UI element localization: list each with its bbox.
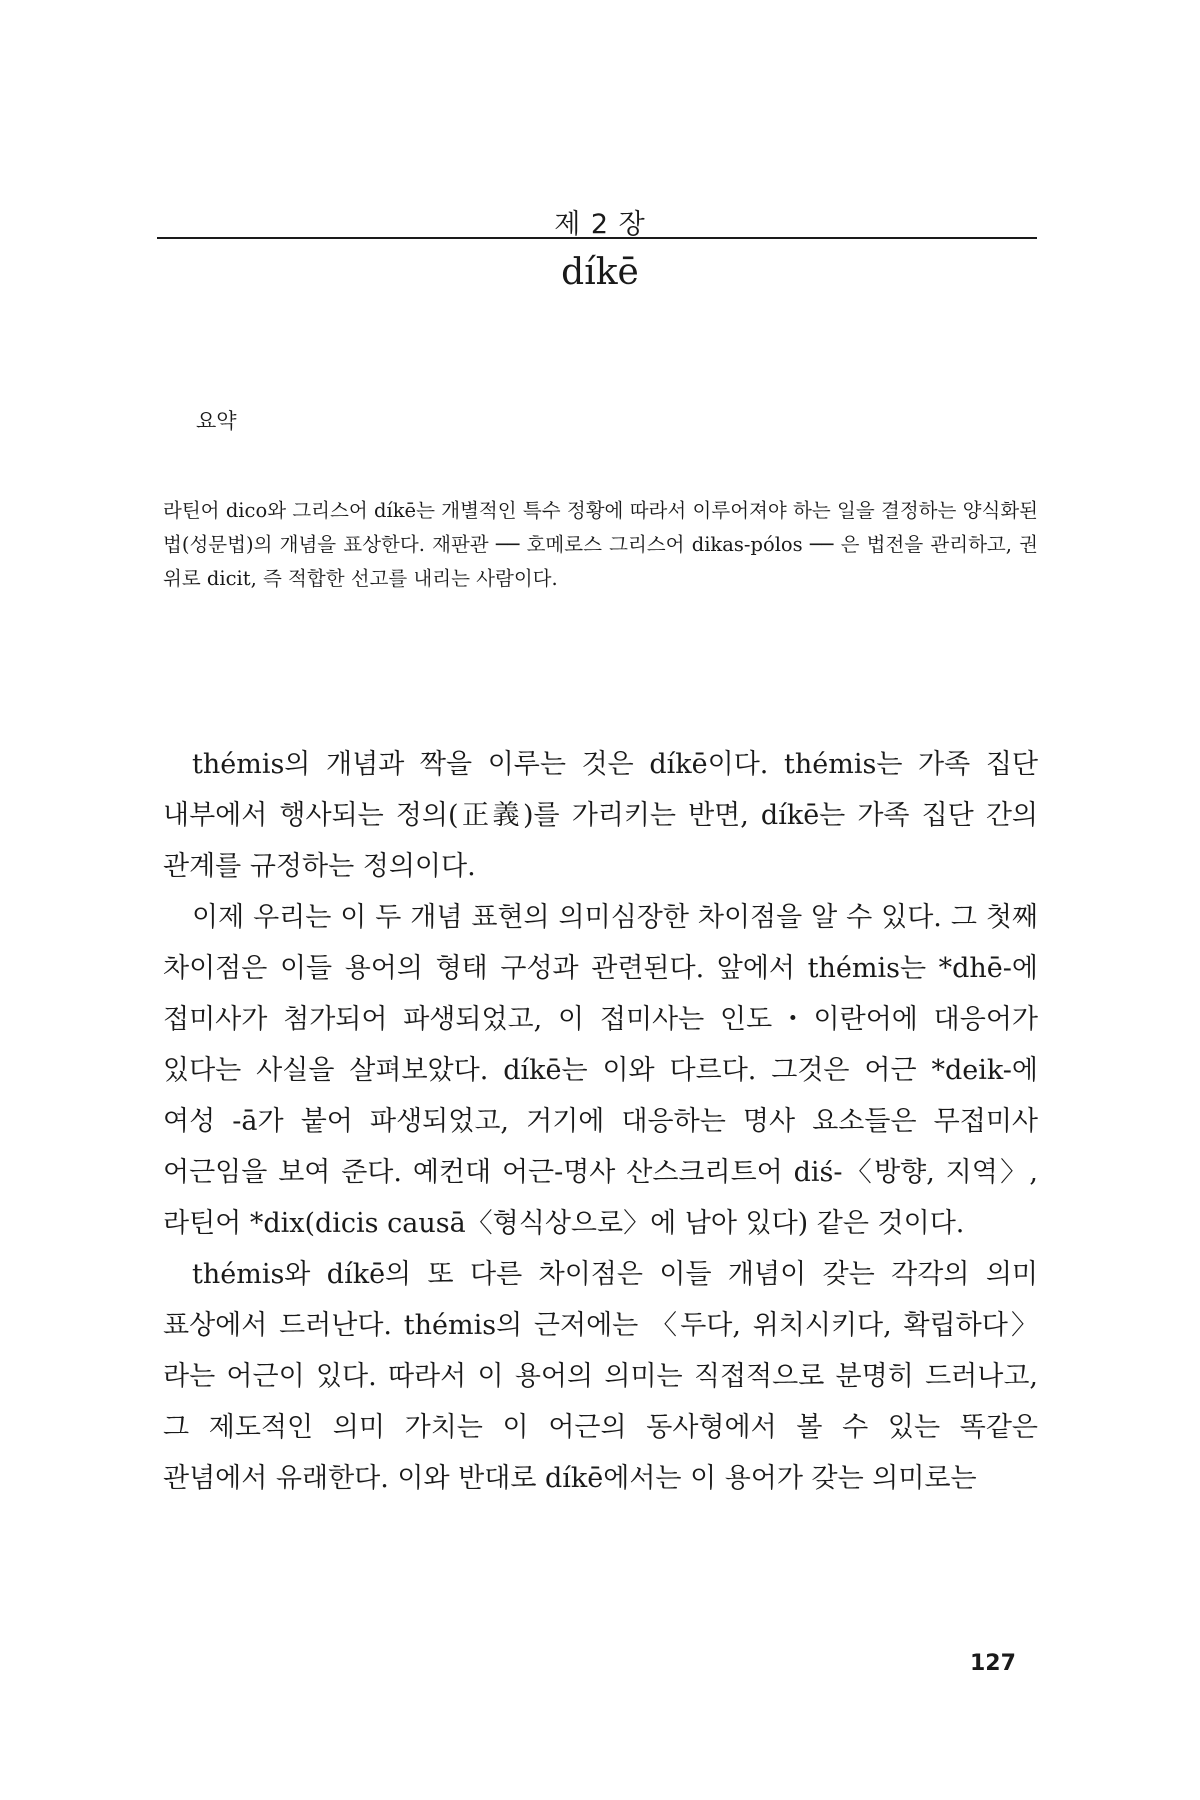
body-paragraph: 이제 우리는 이 두 개념 표현의 의미심장한 차이점을 알 수 있다. 그 첫째 차이점은 이들 용어의 형태 구성과 관련된다. 앞에서 thémis는 *dhē-에 접미사가 첨가되어 파생되었고, 이 접미사는 인도・이란어에 대응어가 있다는 사실을 살펴보았다. díkē는 이와 다르다. 그것은 어근 *deik-에 여성 -ā가 붙어 파생되었고, 거기에 대응하는 명사 요소들은 무접미사 어근임을 보여 준다. 예컨대 어근-명사 산스크리트어 diś-〈방향, 지역〉, 라틴어 *dix(dicis causā〈형식상으로〉에 남아 있다) 같은 것이다. bbox=[163, 902, 1038, 1239]
header-rule bbox=[157, 237, 1037, 239]
chapter-title: díkē bbox=[561, 252, 639, 293]
body-text bbox=[163, 739, 1038, 1504]
chapter-label: 제 2 장 bbox=[554, 209, 646, 240]
body-paragraph: thémis와 díkē의 또 다른 차이점은 이들 개념이 갖는 각각의 의미 표상에서 드러난다. thémis의 근저에는 〈두다, 위치시키다, 확립하다〉라는 어근이 있다. 따라서 이 용어의 의미는 직접적으로 분명히 드러나고, 그 제도적인 의미 가치는 이 어근의 동사형에서 볼 수 있는 똑같은 관념에서 유래한다. 이와 반대로 díkē에서는 이 용어가 갖는 의미로는 bbox=[163, 1259, 1038, 1494]
summary-heading: 요약 bbox=[196, 409, 237, 433]
body-paragraph: thémis의 개념과 짝을 이루는 것은 díkē이다. thémis는 가족 집단 내부에서 행사되는 정의(正義)를 가리키는 반면, díkē는 가족 집단 간의 관계를 규정하는 정의이다. bbox=[163, 749, 1038, 882]
page-number: 127 bbox=[970, 1651, 1016, 1676]
summary-text: 라틴어 dico와 그리스어 díkē는 개별적인 특수 정황에 따라서 이루어져야 하는 일을 결정하는 양식화된 법(성문법)의 개념을 표상한다. 재판관 ── 호메로스 그리스어 dikas-pólos ── 은 법전을 관리하고, 권위로 dicit, 즉 적합한 선고를 내리는 사람이다. bbox=[163, 499, 1038, 590]
